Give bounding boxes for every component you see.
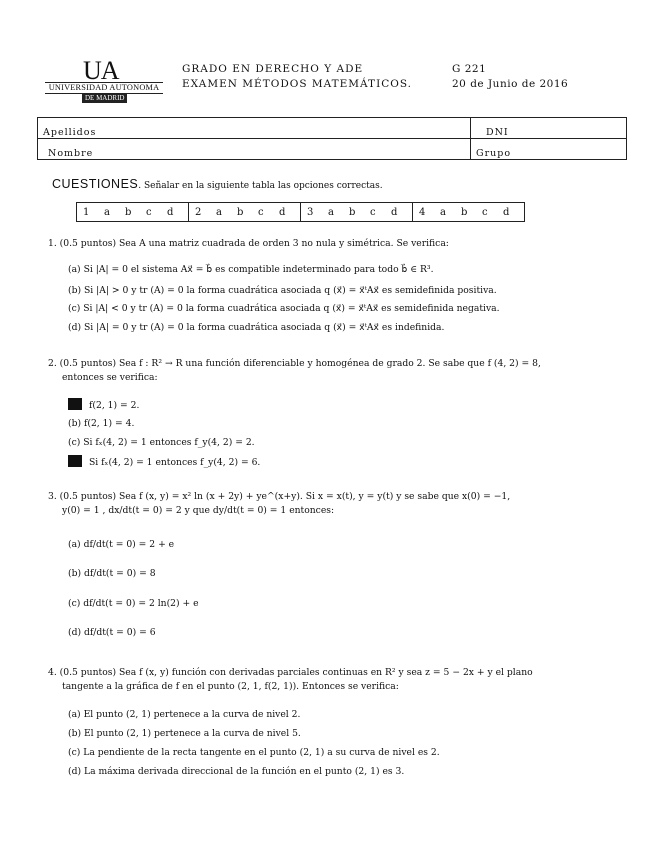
exam-name: EXAMEN MÉTODOS MATEMÁTICOS. bbox=[182, 78, 413, 90]
question-2-option-d-text: Si fₓ(4, 2) = 1 entonces f_y(4, 2) = 6. bbox=[89, 457, 261, 468]
answer-opt: d bbox=[279, 206, 286, 218]
dni-label: DNI bbox=[486, 127, 509, 138]
question-3-line-1: 3. (0.5 puntos) Sea f (x, y) = x² ln (x + 2y) + ye^(x+y). Si x = x(t), y = y(t) y se sabe que x(0) = −1, bbox=[48, 491, 511, 502]
answer-num: 3 bbox=[307, 206, 314, 218]
answer-opt: d bbox=[391, 206, 398, 218]
question-3-line-2: y(0) = 1 , dx/dt(t = 0) = 2 y que dy/dt(t = 0) = 1 entonces: bbox=[62, 505, 335, 516]
logo-madrid: DE MADRID bbox=[82, 94, 127, 103]
apellidos-field[interactable] bbox=[38, 118, 471, 139]
question-4-option-a[interactable]: (a) El punto (2, 1) pertenece a la curva de nivel 2. bbox=[68, 709, 301, 720]
apellidos-label: Apellidos bbox=[43, 127, 97, 138]
grupo-field[interactable] bbox=[471, 139, 627, 160]
question-4-text bbox=[48, 666, 588, 694]
answer-opt: a bbox=[328, 206, 334, 218]
cuestiones-heading bbox=[52, 177, 383, 191]
question-1-option-a[interactable]: (a) Si |A| = 0 el sistema Ax⃗ = b⃗ es compatible indeterminado para todo b⃗ ∈ R³. bbox=[68, 264, 434, 275]
question-3-option-c[interactable]: (c) df/dt(t = 0) = 2 ln(2) + e bbox=[68, 598, 199, 609]
question-4-line-1: 4. (0.5 puntos) Sea f (x, y) función con derivadas parciales continuas en R² y sea z = 5 − 2x + y el plano bbox=[48, 667, 533, 678]
exam-title bbox=[182, 62, 412, 92]
nombre-field[interactable] bbox=[38, 139, 471, 160]
answer-opt: b bbox=[461, 206, 468, 218]
question-3-option-d[interactable]: (d) df/dt(t = 0) = 6 bbox=[68, 627, 156, 638]
question-3-option-a[interactable]: (a) df/dt(t = 0) = 2 + e bbox=[68, 539, 175, 550]
question-1-option-c[interactable]: (c) Si |A| < 0 y tr (A) = 0 la forma cuadrática asociada q (x⃗) = x⃗ᵗAx⃗ es semidefinida negativa. bbox=[68, 303, 500, 314]
answer-grid bbox=[76, 202, 525, 222]
answer-opt: d bbox=[503, 206, 510, 218]
answer-opt: c bbox=[258, 206, 264, 218]
filled-checkbox-icon bbox=[68, 455, 82, 467]
answer-opt: a bbox=[440, 206, 446, 218]
answer-cell-4[interactable] bbox=[413, 203, 525, 222]
question-2-text bbox=[48, 357, 588, 385]
university-logo bbox=[45, 58, 163, 102]
answer-opt: a bbox=[104, 206, 110, 218]
answer-opt: c bbox=[146, 206, 152, 218]
exam-date: 20 de Junio de 2016 bbox=[452, 78, 569, 90]
question-2-line-2: entonces se verifica: bbox=[62, 372, 158, 383]
question-1-option-b[interactable]: (b) Si |A| > 0 y tr (A) = 0 la forma cuadrática asociada q (x⃗) = x⃗ᵗAx⃗ es semidefinida positiva. bbox=[68, 285, 497, 296]
question-2-option-d[interactable] bbox=[68, 455, 260, 470]
answer-cell-1[interactable] bbox=[77, 203, 189, 222]
question-2-option-a[interactable] bbox=[68, 398, 139, 413]
answer-opt: c bbox=[370, 206, 376, 218]
exam-code: G 221 bbox=[452, 63, 487, 75]
answer-opt: b bbox=[349, 206, 356, 218]
filled-checkbox-icon bbox=[68, 398, 82, 410]
question-4-option-d[interactable]: (d) La máxima derivada direccional de la función en el punto (2, 1) es 3. bbox=[68, 766, 405, 777]
degree-name: GRADO EN DERECHO Y ADE bbox=[182, 63, 364, 75]
question-3-option-b[interactable]: (b) df/dt(t = 0) = 8 bbox=[68, 568, 156, 579]
answer-opt: b bbox=[125, 206, 132, 218]
question-4-option-c[interactable]: (c) La pendiente de la recta tangente en el punto (2, 1) a su curva de nivel es 2. bbox=[68, 747, 440, 758]
question-2-line-1: 2. (0.5 puntos) Sea f : R² → R una función diferenciable y homogénea de grado 2. Se sabe que f (4, 2) = 8, bbox=[48, 358, 541, 369]
answer-num: 1 bbox=[83, 206, 90, 218]
logo-ua-mark: UA bbox=[83, 56, 119, 85]
question-3-text bbox=[48, 490, 588, 518]
question-2-option-a-text: f(2, 1) = 2. bbox=[89, 400, 140, 411]
answer-cell-2[interactable] bbox=[189, 203, 301, 222]
cuestiones-title: CUESTIONES bbox=[52, 177, 139, 191]
question-2-option-c[interactable]: (c) Si fₓ(4, 2) = 1 entonces f_y(4, 2) = 2. bbox=[68, 437, 255, 448]
answer-cell-3[interactable] bbox=[301, 203, 413, 222]
answer-num: 4 bbox=[419, 206, 426, 218]
student-id-table bbox=[37, 117, 627, 160]
question-4-option-b[interactable]: (b) El punto (2, 1) pertenece a la curva de nivel 5. bbox=[68, 728, 301, 739]
nombre-label: Nombre bbox=[48, 148, 94, 159]
answer-num: 2 bbox=[195, 206, 202, 218]
answer-opt: d bbox=[167, 206, 174, 218]
question-1-text: 1. (0.5 puntos) Sea A una matriz cuadrada de orden 3 no nula y simétrica. Se verifica: bbox=[48, 238, 449, 249]
answer-opt: a bbox=[216, 206, 222, 218]
grupo-label: Grupo bbox=[476, 148, 512, 159]
answer-opt: b bbox=[237, 206, 244, 218]
logo-university-name: UNIVERSIDAD AUTONOMA bbox=[45, 82, 163, 94]
question-4-line-2: tangente a la gráfica de f en el punto (2, 1, f(2, 1)). Entonces se verifica: bbox=[62, 681, 399, 692]
question-2-option-b[interactable]: (b) f(2, 1) = 4. bbox=[68, 418, 135, 429]
question-1-option-d[interactable]: (d) Si |A| = 0 y tr (A) = 0 la forma cuadrática asociada q (x⃗) = x⃗ᵗAx⃗ es indefinida. bbox=[68, 322, 445, 333]
answer-opt: c bbox=[482, 206, 488, 218]
cuestiones-instruction: . Señalar en la siguiente tabla las opciones correctas. bbox=[138, 181, 383, 191]
dni-field[interactable] bbox=[471, 118, 627, 139]
exam-code-date bbox=[452, 62, 568, 92]
